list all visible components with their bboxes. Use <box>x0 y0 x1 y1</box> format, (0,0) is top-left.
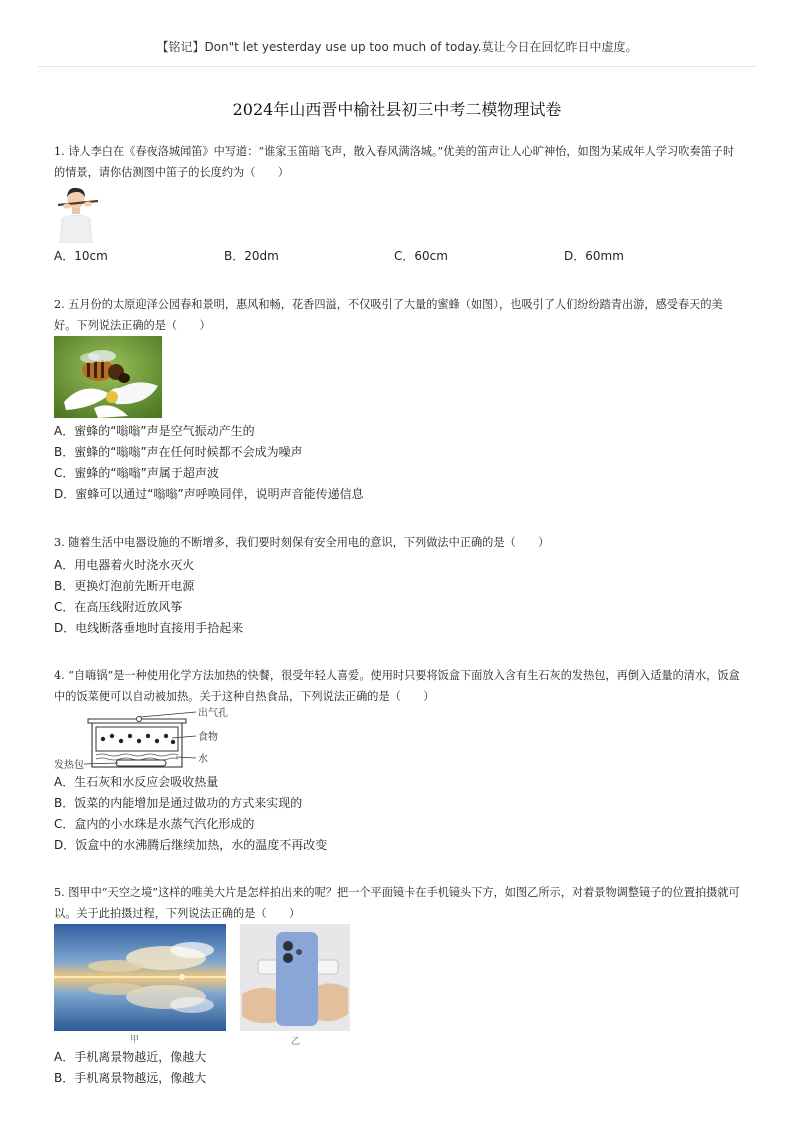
header-divider <box>38 66 756 67</box>
question-3-option-c: C．在高压线附近放风筝 <box>54 600 183 614</box>
question-4-option-c: C．盒内的小水珠是水蒸气汽化形成的 <box>54 817 255 831</box>
question-3-option-a: A．用电器着火时浇水灭火 <box>54 558 195 572</box>
question-5-option-a: A．手机离景物越近，像越大 <box>54 1050 207 1064</box>
question-4-option-a: A．生石灰和水反应会吸收热量 <box>54 775 219 789</box>
label-food: 食物 <box>198 732 218 743</box>
self-heating-pot-diagram <box>54 706 244 770</box>
question-4-stem: 4. “自嗨锅”是一种使用化学方法加热的快餐，很受年轻人喜爱。使用时只要将饭盒下面放入含有生石灰的发热包，再倒入适量的清水，饭盒中的饭菜便可以自动被加热。关于这种自热食品，下列说法正确的是（ ） <box>54 669 740 703</box>
label-vent-hole: 出气孔 <box>198 708 228 719</box>
question-2-option-b: B．蜜蜂的“嗡嗡”声在任何时候都不会成为噪声 <box>54 445 303 459</box>
question-2-option-a: A．蜜蜂的“嗡嗡”声是空气振动产生的 <box>54 424 255 438</box>
question-3-option-d: D．电线断落垂地时直接用手拾起来 <box>54 621 244 635</box>
question-4-option-d: D．饭盒中的水沸腾后继续加热，水的温度不再改变 <box>54 838 328 852</box>
caption-yi: 乙 <box>291 1037 301 1047</box>
page-header-motto: 【铭记】Don"t let yesterday use up too much of today.莫让今日在回忆昨日中虚度。 <box>156 40 638 54</box>
question-1-option-a: A．10cm <box>54 249 108 263</box>
question-1-stem: 1. 诗人李白在《春夜洛城闻笛》中写道：“谁家玉笛暗飞声，散入春风满洛城。”优美的笛声让人心旷神怡，如图为某成年人学习吹奏笛子时的情景，请你估测图中笛子的长度约为（ ） <box>54 145 735 179</box>
bee-on-flower-image <box>54 336 162 418</box>
label-heating-pack: 发热包 <box>54 760 84 770</box>
sky-mirror-photo <box>54 924 226 1031</box>
question-2-option-c: C．蜜蜂的“嗡嗡”声属于超声波 <box>54 466 219 480</box>
label-water: 水 <box>198 754 208 765</box>
question-5-option-b: B．手机离景物越远，像越大 <box>54 1071 207 1085</box>
exam-title: 2024年山西晋中榆社县初三中考二模物理试卷 <box>232 100 562 119</box>
question-2-stem: 2. 五月份的太原迎泽公园春和景明，惠风和畅，花香四溢，不仅吸引了大量的蜜蜂（如图），也吸引了人们纷纷踏青出游，感受春天的美好。下列说法正确的是（ ） <box>54 298 723 332</box>
flute-player-image <box>54 185 98 243</box>
phone-mirror-photo <box>240 924 350 1031</box>
caption-jia: 甲 <box>130 1035 140 1045</box>
question-5-stem: 5. 图甲中“天空之境”这样的唯美大片是怎样拍出来的呢？把一个平面镜卡在手机镜头下方，如图乙所示，对着景物调整镜子的位置拍摄就可以。关于此拍摄过程，下列说法正确的是（ ） <box>54 886 740 920</box>
question-3-option-b: B．更换灯泡前先断开电源 <box>54 579 195 593</box>
question-3-stem: 3. 随着生活中电器设施的不断增多，我们要时刻保有安全用电的意识，下列做法中正确的是（ ） <box>54 536 550 549</box>
question-1-option-c: C．60cm <box>394 249 448 263</box>
question-1-option-b: B．20dm <box>224 249 279 263</box>
question-1-option-d: D．60mm <box>564 249 624 263</box>
question-4-option-b: B．饭菜的内能增加是通过做功的方式来实现的 <box>54 796 303 810</box>
question-2-option-d: D．蜜蜂可以通过“嗡嗡”声呼唤同伴，说明声音能传递信息 <box>54 487 364 501</box>
